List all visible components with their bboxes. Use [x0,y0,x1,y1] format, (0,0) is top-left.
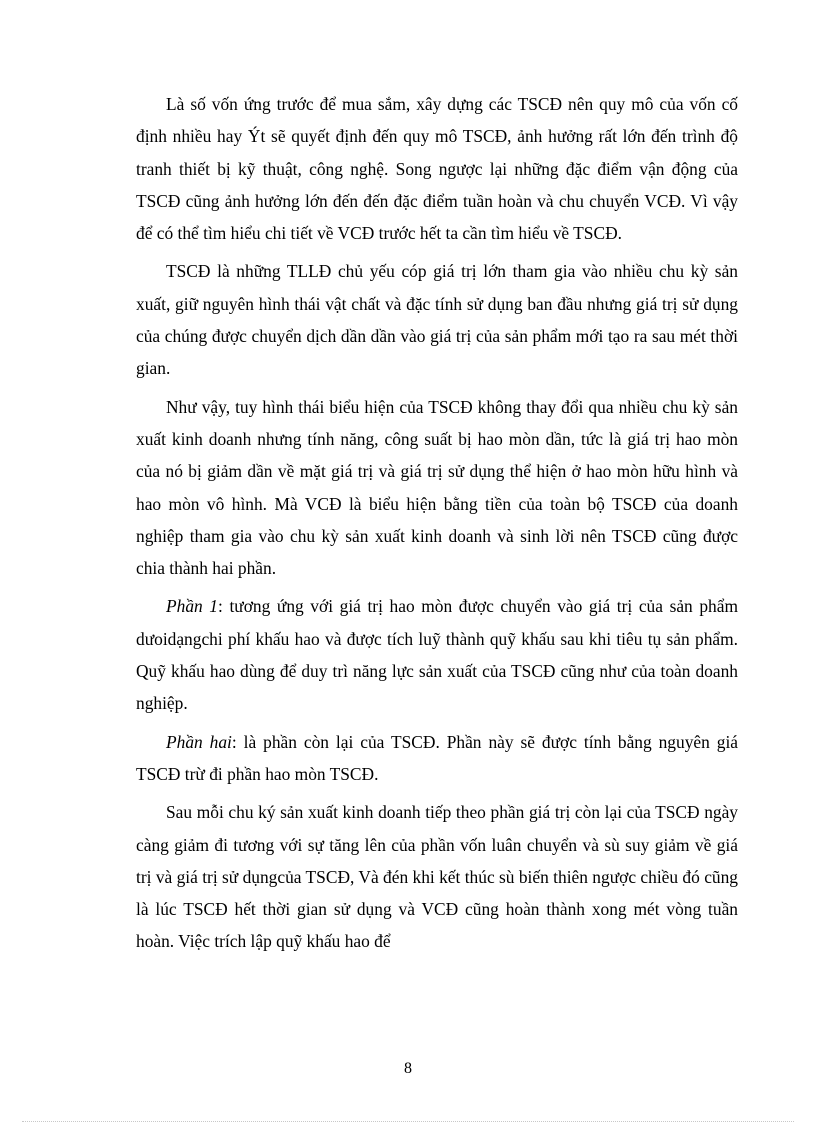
paragraph-4 [136,590,738,719]
paragraph-5 [136,726,738,791]
paragraph-6-text: Sau mỗi chu ký sản xuất kinh doanh tiếp theo phần giá trị còn lại của TSCĐ ngày càng giảm đi tương với sự tăng lên của phần vốn luân chuyển và sù suy giảm về giá trị và giá trị sử dụngcủa TSCĐ, Và đén khi kết thúc sù biến thiên ngược chiều đó cũng là lúc TSCĐ hết thời gian sử dụng và VCĐ cũng hoàn thành xong mét vòng tuần hoàn. Việc trích lập quỹ khấu hao để [136,802,738,952]
paragraph-4-lead: Phần 1 [166,596,219,617]
paragraph-1-text: Là số vốn ứng trước để mua sắm, xây dựng các TSCĐ nên quy mô của vốn cố định nhiều hay Ýt sẽ quyết định đến quy mô TSCĐ, ảnh hưởng rất lớn đến trình độ tranh thiết bị kỹ thuật, công nghệ. Song ngược lại những đặc điểm vận động của TSCĐ cũng ảnh hưởng lớn đến đến đặc điểm tuần hoàn và chu chuyển VCĐ. Vì vậy để có thể tìm hiểu chi tiết về VCĐ trước hết ta cần tìm hiểu về TSCĐ. [136,94,738,244]
page-number: 8 [404,1060,412,1077]
paragraph-1 [136,88,738,249]
paragraph-3-text: Như vậy, tuy hình thái biểu hiện của TSCĐ không thay đổi qua nhiều chu kỳ sản xuất kinh doanh nhưng tính năng, công suất bị hao mòn dần, tức là giá trị hao mòn của nó bị giảm dần về mặt giá trị và giá trị sử dụng thể hiện ở hao mòn hữu hình và hao mòn vô hình. Mà VCĐ là biểu hiện bằng tiền của toàn bộ TSCĐ của doanh nghiệp tham gia vào chu kỳ sản xuất kinh doanh và sinh lời nên TSCĐ cũng được chia thành hai phần. [136,396,738,579]
body-text [136,88,738,964]
paragraph-2-text: TSCĐ là những TLLĐ chủ yếu cóp giá trị lớn tham gia vào nhiều chu kỳ sản xuất, giữ nguyên hình thái vật chất và đặc tính sử dụng ban đầu nhưng giá trị sử dụng của chúng được chuyển dịch dần dần vào giá trị của sản phẩm mới tạo ra sau mét thời gian. [136,261,738,379]
paragraph-2 [136,255,738,384]
paragraph-6 [136,796,738,957]
paragraph-5-lead: Phần hai [166,731,232,752]
paragraph-5-text: : là phần còn lại của TSCĐ. Phần này sẽ được tính bằng nguyên giá TSCĐ trừ đi phần hao mòn TSCĐ. [136,731,738,784]
paragraph-4-text: : tương ứng với giá trị hao mòn được chuyển vào giá trị của sản phẩm dưoidạngchi phí khấu hao và được tích luỹ thành quỹ khấu sau khi tiêu tụ sản phẩm. Quỹ khấu hao dùng để duy trì năng lực sản xuất của TSCĐ cũng như của toàn doanh nghiệp. [136,596,738,714]
page-bottom-border [22,1121,794,1122]
paragraph-3 [136,391,738,585]
